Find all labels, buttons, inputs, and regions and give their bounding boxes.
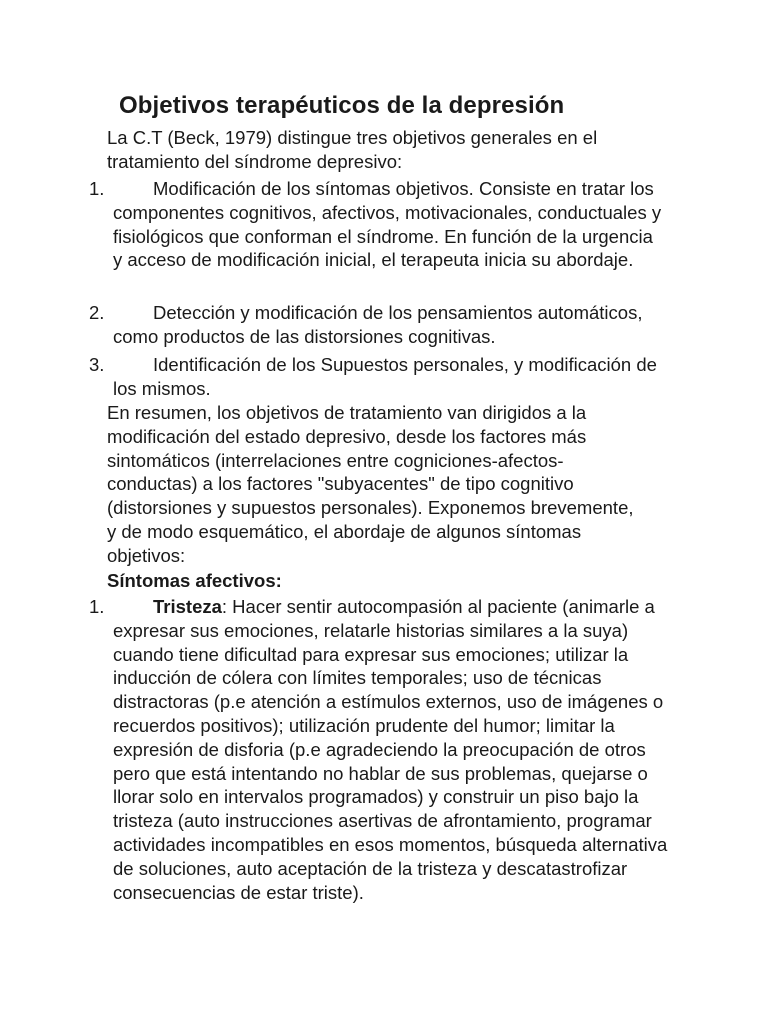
term-label: Tristeza [153, 596, 222, 617]
objective-text: Identificación de los Supuestos personales, y modificación de los mismos. [113, 354, 657, 399]
objective-text: Detección y modificación de los pensamientos automáticos, como productos de las distorsiones cognitivas. [113, 302, 643, 347]
term-description: : Hacer sentir autocompasión al paciente (animarle a expresar sus emociones, relatarle historias similares a la suya) cuando tiene dificultad para expresar sus emociones; utilizar la inducción de cólera con límites temporales; uso de técnicas distractoras (p.e atención a estímulos externos, uso de imágenes o recuerdos positivos); utilización prudente del humor; limitar la expresión de disforia (p.e agradeciendo la preocupación de otros pero que está intentando no hablar de sus problemas, quejarse o llorar solo en intervalos programados) y construir un piso bajo la tristeza (auto instrucciones asertivas de afrontamiento, programar actividades incompatibles en esos momentos, búsqueda alternativa de soluciones, auto aceptación de la tristeza y descatastrofizar consecuencias de estar triste). [113, 596, 668, 903]
objective-item-3 [0, 353, 700, 401]
summary-paragraph: En resumen, los objetivos de tratamiento van dirigidos a la modificación del estado depresivo, desde los factores más sintomáticos (interrelaciones entre cogniciones-afectos-conductas) a los factores "subyacentes" de tipo cognitivo (distorsiones y supuestos personales). Exponemos brevemente, y de modo esquemático, el abordaje de algunos síntomas objetivos: [107, 402, 634, 566]
intro-paragraph: La C.T (Beck, 1979) distingue tres objetivos generales en el tratamiento del síndrome depresivo: [107, 127, 598, 172]
objective-text: Modificación de los síntomas objetivos. Consiste en tratar los componentes cognitivos, afectivos, motivacionales, conductuales y fisiológicos que conforman el síndrome. En función de la urgencia y acceso de modificación inicial, el terapeuta inicia su abordaje. [113, 178, 662, 271]
list-number: 1. [89, 178, 105, 199]
section-heading-affective: Síntomas afectivos: [107, 570, 282, 591]
affective-item-1 [0, 595, 700, 904]
list-number: 3. [89, 354, 105, 375]
objective-item-1 [0, 177, 700, 272]
objective-item-2 [0, 301, 700, 349]
page-title: Objetivos terapéuticos de la depresión [119, 92, 565, 119]
list-number: 1. [89, 596, 105, 617]
list-number: 2. [89, 302, 105, 323]
affective-item-text [113, 595, 673, 904]
